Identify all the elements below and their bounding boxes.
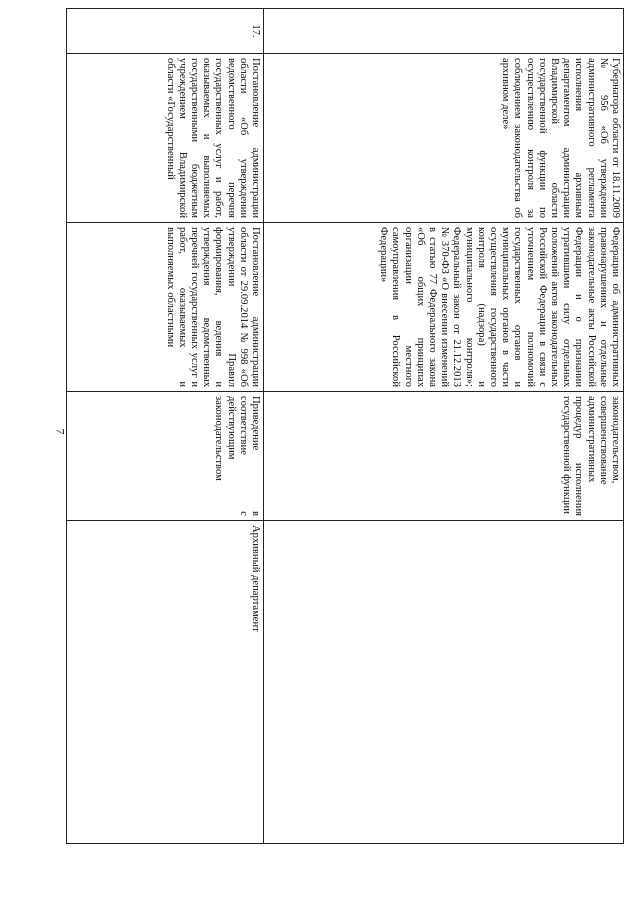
purpose-cell: законодательством, совершенствование административных процедур исполнения государственной функции (264, 392, 624, 521)
legal-basis-cell: Постановление администрации области от 29.09.2014 № 998 «Об утверждении Правил формирования, ведения и утверждения ведомственных перечней государственных услуг и работ, оказываемых и выполняемых областными (67, 223, 264, 392)
document-cell: Постановление администрации области «Об утверждении ведомственного перечня государственных услуг и работ, оказываемых и выполняемых государственными бюджетным учреждением Владимирской области «Государственный (67, 54, 264, 223)
rotated-table-page (69, 8, 624, 798)
legal-basis-cell: Федерации об административных правонарушениях и отдельные законодательные акты Российской Федерации и о признании утратившими силу отдельных положений актов законодательных Российской Федерации в связи с уточнением полномочий государственных органов и муниципальных органов в части осуществления государственного контроля (надзора) и муниципального контроля»; Федеральный закон от 21.12.2013 № 370-ФЗ «О внесении изменений в статью 77 Федерального закона «Об общих принципах организации местного самоуправления в Российской Федерации» (264, 223, 624, 392)
table-row (264, 9, 624, 844)
page-number: 7 (53, 428, 68, 435)
table-row (67, 9, 264, 844)
row-number-cell: 17. (67, 9, 264, 54)
legal-acts-table (66, 8, 624, 844)
purpose-cell: Приведение в соответствие с действующим законодательством (67, 392, 264, 521)
row-number-cell (264, 9, 624, 54)
responsible-cell (264, 521, 624, 844)
responsible-cell: Архивный департамент (67, 521, 264, 844)
document-cell: Губернатора области от 18.11.2009 № 956 «Об утверждении административного регламента исполнения архивным департаментом администрации Владимирской области государственной функции по осуществлению контроля за соблюдением законодательства об архивном деле» (264, 54, 624, 223)
